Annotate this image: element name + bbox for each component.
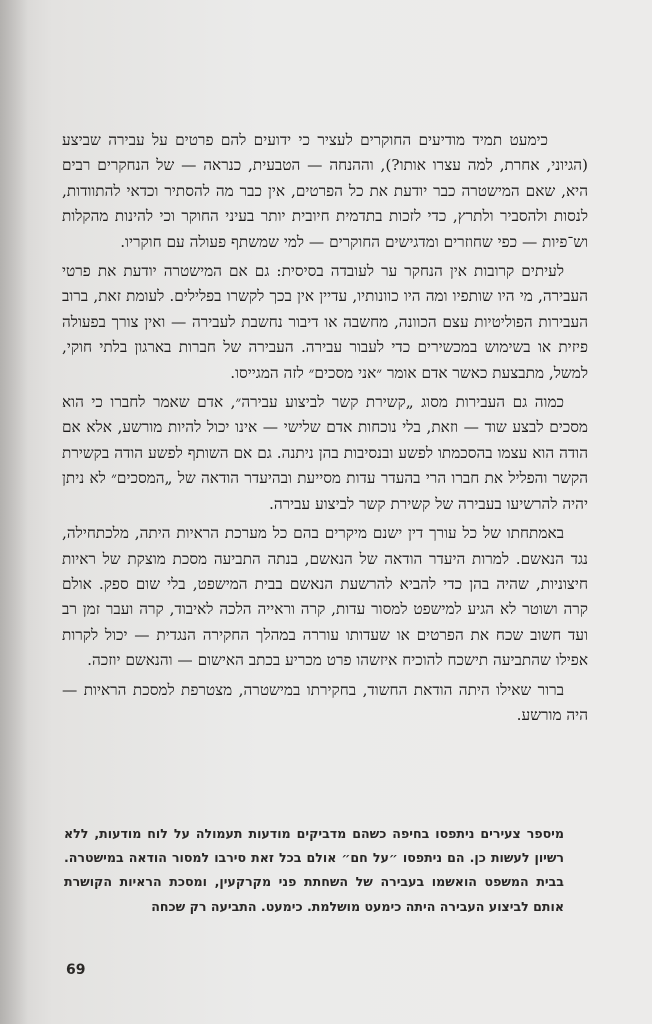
page-number: 69	[66, 962, 86, 978]
paragraph-3: כמוה גם העבירות מסוג „קשירת קשר לביצוע עבירה״, אדם שאמר לחברו כי הוא מסכים לבצע שוד — וזאת, בלי נוכחות אדם שלישי — אינו יכול להיות מורשע, אלא אם הודה הוא עצמו בהסכמתו לפשע ובנסיבות בהן ניתנה. גם אם השותף לפשע הודה בקשירת הקשר והפליל את חברו הרי בהעדר עדות מסייעת ובהיעדר הודאה של „המסכים״ לא ניתן יהיה להרשיעו בעבירה של קשירת קשר לביצוע עבירה.	[62, 393, 588, 513]
paragraph-1: כימעט תמיד מודיעים החוקרים לעציר כי ידועים להם פרטים על עבירה שביצע (הגיוני, אחרת, למה עצרו אותו?), וההנחה — הטבעית, כנראה — של הנחקרים רבים היא, שאם המישטרה כבר יודעת את כל הפרטים, אין כבר מה להסתיר וכדאי להתוודות, לנסות ולהסביר ולתרץ, כדי לזכות בתדמית חיובית יותר בעיני החוקר וכי להינות מהקלות וש־פיות — כפי שחוזרים ומדגישים החוקרים — למי שמשתף פעולה עם חוקריו.	[62, 131, 588, 251]
paragraph-5: ברור שאילו היתה הודאת החשוד, בחקירתו במישטרה, מצטרפת למסכת הראיות — היה מורשע.	[62, 680, 588, 724]
main-text-column	[62, 128, 588, 732]
paragraph-4: באמתחתו של כל עורך דין ישנם מיקרים בהם כל מערכת הראיות היתה, מלכתחילה, נגד הנאשם. למרות היעדר הודאה של הנאשם, בנתה התביעה מסכת מוצקת של ראיות חיצוניות, שהיה בהן כדי להביא להרשעת הנאשם בבית המישפט, בלי שום ספק. אולם קרה ושוטר לא הגיע למישפט למסור עדות, קרה וראייה הלכה לאיבוד, קרה ועבר זמן רב ועד חשוב שכח את הפרטים או שעדותו עוררה במהלך החקירה הנגדית — יכול לקרות אפילו שהתביעה תישכח להוכיח איזשהו פרט מכריע בכתב האישום — והנאשם יוזכה.	[62, 524, 588, 670]
page-fold-shadow	[0, 0, 28, 1024]
footnote-excerpt: מיספר צעירים ניתפסו בחיפה כשהם מדביקים מודעות תעמולה על לוח מודעות, ללא רשיון לעשות כן. הם ניתפסו ״על חם״ אולם בכל זאת סירבו למסור הודאה במישטרה. בבית המשפט הואשמו בעבירה של השחתת פני מקרקעין, ומסכת הראיות הקושרת אותם לביצוע העבירה היתה כימעט מושלמת. כימעט. התביעה רק שכחה	[64, 826, 564, 914]
paragraph-2: לעיתים קרובות אין הנחקר ער לעובדה בסיסית: גם אם המישטרה יודעת את פרטי העבירה, מי היו שותפיו ומה היו כוונותיו, עדיין אין בכך לקשרו בפלילים. לעומת זאת, ברוב העבירות הפוליטיות עצם הכוונה, מחשבה או דיבור נחשבת לעבירה — ואין צורך בפעולה פיזית או בשימוש במכשירים כדי לעבור עבירה. העבירה של חברות בארגון בלתי חוקי, למשל, מתבצעת כאשר אדם אומר ״אני מסכים״ לזה המגייסו.	[62, 262, 588, 382]
